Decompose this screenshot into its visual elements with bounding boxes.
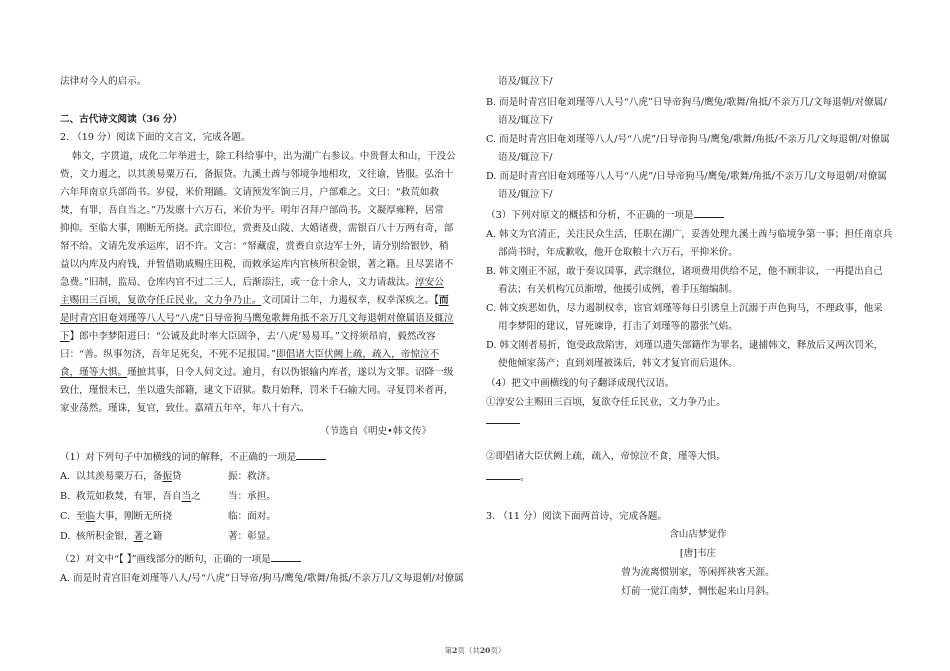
q2-option-a: A. 而是时青宫旧奄刘瑾等八人/号“八虎”日导帝/狗马/鹰兔/歌舞/角抵/不亲万几/文每退朝/对僚属 [60,573,464,584]
option-tag: B. [60,491,71,502]
q2-option-a-cont: 语及/辄泣下/ [498,76,553,87]
translate-sentence-1: ①淳安公主赐田三百顷，复欲夺任丘民业，文力争乃止。 [486,397,726,408]
option-tag: C. [60,511,71,522]
passage-line-8 [60,276,444,290]
q2-option-b-cont: 语及/辄泣下/ [498,115,553,126]
passage-line-14: 致仕，瑾恨未已，坐以遗失部籍，逮文下诏狱。数月始释，罚米千石输大同。寻复罚米者再， [60,385,454,396]
q2-option-b: B. 而是时青宫旧奄刘瑾等八人号“八虎”日导帝狗马/鹰兔/歌舞/角抵/不亲万几/文每退朝/对僚属/ [486,97,887,108]
underlined-sentence-2-end: 食，瑾等大惧。 [60,367,128,378]
q3-option-d-cont: 使他倾家荡产；直到刘瑾被诛后，韩文才复官而后退休。 [498,358,738,369]
passage-line-2: 赀，文力遏之，以其羡易粟万石，备振贷。九溪土酋与邻境争地相攻，文往谕，皆服。弘治十 [60,169,454,180]
passage-line-7: 益以内库及内府钱，并暂借勋戚赐庄田税，而敕承运库内官核所积金银，著之籍。且尽罢诸不 [60,259,454,270]
intro-tail-line: 法律对今人的启示。 [60,76,147,87]
passage-line-9-text: 文司国计二年，力遏权幸，权幸深疾之。【 [261,295,439,306]
q2-option-c: C. 而是时青宫旧奄刘瑾等八人/号“八虎”/日导帝狗马/鹰兔/歌舞/角抵/不亲万几/文每退朝/对僚属 [486,134,890,145]
poem-author: [唐]韦庄 [679,548,717,559]
q2-option-c-cont: 语及/辄泣下/ [498,152,553,163]
option-text: 核所积金银， [76,531,134,542]
footer-text: 页（共 [457,646,480,655]
footer-text: 页） [490,646,506,655]
underlined-word: 著 [133,531,144,542]
option-text: 至 [76,511,86,522]
passage-line-11-text: 】郎中李梦阳进曰：“公诚及此时率大臣固争，去‘八虎’易易耳。”文捋须昂肩，毅然改容 [69,331,436,342]
passage-line-8-text: 急费。”旧制，监局、仓库内官不过二三人，后渐添注，或一仓十余人，文力请裁汰。 [60,277,416,288]
page-number: 2 [452,646,458,655]
page-total: 20 [479,646,491,655]
translate-answer-2 [486,470,530,485]
q3-option-c-cont: 用李梦阳的建议，冒死谏诤，打击了刘瑾等的嚣张气焰。 [498,321,738,332]
answer-line [486,470,520,480]
option-text: 大事，刚断无所挠 [95,511,172,522]
option-text: 之 [191,491,201,502]
passage-line-15: 家业荡然。瑾诛，复官，致仕。嘉靖五年卒，年八十有六。 [60,403,310,414]
passage-line-12-text: 曰：“善。纵事勿济，吾年足死矣，不死不足报国。” [60,349,277,360]
underlined-word: 当 [181,491,192,502]
option-tag: A. [60,471,70,482]
passage-line-12 [60,348,439,362]
q3-option-c: C. 韩文疾恶如仇，尽力遏制权幸，宦官刘瑾等每日引诱皇上沉溺于声色狗马，不理政事，他采 [486,303,883,314]
bracket-segment-start: 而 [438,295,449,306]
question-2-2-text: （2）对文中“【 】”画线部分的断句，正确的一项是 [60,554,271,565]
q3-option-d: D. 韩文刚者易折，饱受政敌陷害，刘瑾以遗失部籍作为罪名，逮捕韩文，释放后又两次罚米， [486,340,884,351]
translate-sentence-2: ②即倡诸大臣伏阙上疏，疏入，帝惊泣不食，瑾等大惧。 [486,451,726,462]
q2-option-d-cont: 语及/辄泣下/ [498,189,553,200]
underlined-word: 临 [85,511,96,522]
q1-option-d-explanation: 著：彰显。 [228,531,276,542]
q1-option-d [60,530,162,544]
answer-blank [271,552,301,562]
question-2-2 [60,552,301,567]
q1-option-c [60,510,172,524]
page-footer [0,645,950,656]
question-2-4: （4）把文中画横线的句子翻译成现代汉语。 [486,378,675,389]
q1-option-b-explanation: 当：承担。 [228,491,276,502]
question-3-intro: 3. （11 分）阅读下面两首诗，完成各题。 [486,511,667,522]
question-2-1 [60,450,326,465]
underlined-sentence-2-start: 即倡诸大臣伏阙上疏，疏入，帝惊泣不 [276,349,440,360]
answer-period: 。 [520,472,530,483]
q1-option-c-explanation: 临：面对。 [228,511,276,522]
q3-option-b: B. 韩文刚正不屈，敢于奏议国事，武宗继位，诸项费用供给不足，他不顾非议，一再提出自己 [486,266,883,277]
question-2-3 [486,208,724,223]
footer-text: 第 [444,646,453,655]
question-2-3-text: （3）下列对原文的概括和分析，不正确的一项是 [486,210,694,221]
answer-line [486,414,520,424]
translate-answer-1 [486,414,520,429]
passage-line-3: 六年拜南京兵部尚书。岁侵，米价翔踊。文请预发军饷三月，户部难之。文曰：“救荒如救 [60,187,440,198]
q1-option-a [60,470,182,484]
passage-line-6: 帑不给。文请先发承运库，诏不许。文言：“帑藏虚，赏赉自京边军士外，请分别给银钞，稍 [60,241,449,252]
passage-line-1: 韩文，字贯道，成化二年举进士，除工科给事中，出为湖广右参议。中贵督太和山，干没公 [72,151,456,162]
passage-line-13-text: 瑾摭其事，日令人伺文过。逾月，有以伪银输内库者，遂以为文罪。诏降一级 [127,367,454,378]
poem-block [486,528,910,599]
q3-option-b-cont: 看法；有关机构冗员渐增，他援引成例，着手压缩编制。 [498,284,738,295]
poem-line-2: 灯前一觉江南梦，惆怅起来山月斜。 [621,586,775,597]
bracket-segment-end: 下 [60,331,70,342]
poem-line-1: 曾为流离惯别家，等闲挥袂客天涯。 [621,567,775,578]
underlined-word: 振 [162,471,172,482]
section-title: 二、古代诗文阅读（36 分） [60,114,183,125]
passage-line-11 [60,330,436,344]
bracket-segment-line: 是时青宫旧奄刘瑾等八人号“八虎”日导帝狗马鹰兔歌舞角抵不亲万几文每退朝对僚属语及辄泣 [60,313,454,324]
q3-option-a-cont: 部尚书时，年成歉收，他开仓取粮十六万石，平抑米价。 [498,247,738,258]
option-text: 贷 [171,471,182,482]
passage-line-4: 焚，有罪，吾自当之。”乃发廪十六万石，米价为平。明年召拜户部尚书。文凝厚雍粹，居常 [60,205,444,216]
passage-source: （节选自《明史•韩文传》 [320,426,432,437]
passage-line-13 [60,366,453,380]
q2-option-d: D. 而是时青宫旧奄刘瑾等八人号“八虎”/日导帝狗马/鹰兔/歌舞/角抵/不亲万几/文每退朝/对僚属 [486,171,887,182]
underlined-sentence-1-end: 主赐田三百顷，复欲夺任丘民业，文力争乃止。 [60,295,262,306]
answer-blank [296,450,326,460]
option-tag: D. [60,531,71,542]
passage-line-5: 抑抑。至临大事，刚断无所挠。武宗即位，赏赉及山陵、大婚诸费，需银百八十万两有奇，部 [60,223,454,234]
underlined-sentence-1-start: 淳安公 [415,277,444,288]
poem-title: 含山店梦觉作 [669,529,727,540]
passage-line-9 [60,294,449,308]
answer-blank [694,208,724,218]
option-text: 救荒如救焚，有罪，吾自 [76,491,182,502]
q1-option-a-explanation: 振：救济。 [228,471,276,482]
option-text: 之籍 [143,531,163,542]
question-2-intro: 2. （19 分）阅读下面的文言文，完成各题。 [60,132,251,143]
option-text: 以其羡易粟万石，备 [76,471,163,482]
question-2-1-text: （1）对下列句子中加横线的词的解释，不正确的一项是 [60,452,297,463]
q1-option-b [60,490,201,504]
q3-option-a: A. 韩文为官清正，关注民众生活，任职在湖广，妥善处理九溪土酋与临境争第一事；担任南京兵 [486,229,893,240]
